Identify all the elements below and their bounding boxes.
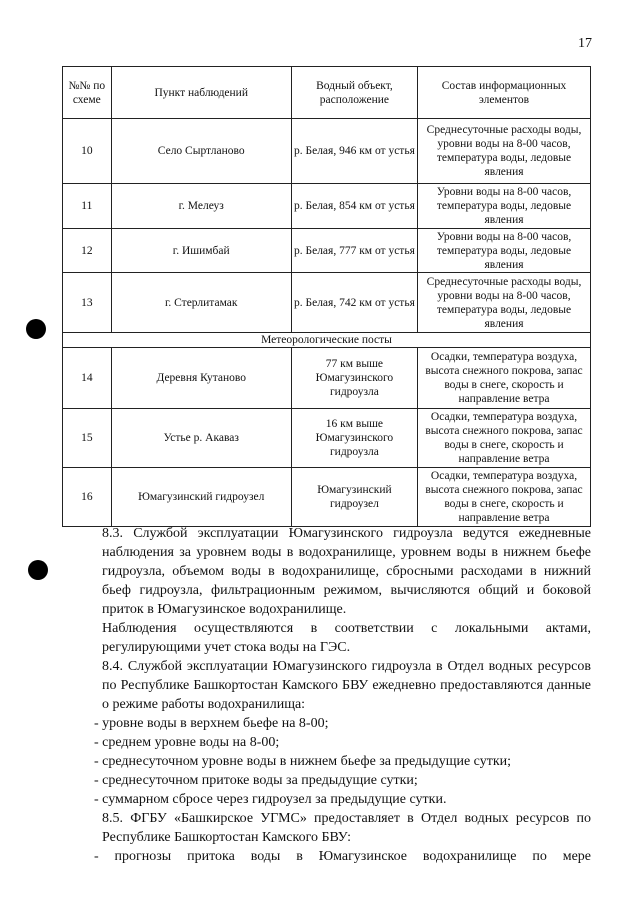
row-elements: Среднесуточные расходы воды, уровни воды на 8-00 часов, температура воды, ледовые явления [418,273,591,333]
header-object: Водный объект, расположение [291,67,417,119]
paragraph-observations: Наблюдения осуществляются в соответствии с локальными актами, регулирующими учет стока воды на ГЭС. [102,621,591,655]
page-number: 17 [578,36,592,51]
table-row [63,468,591,527]
row-point: Деревня Кутаново [111,348,291,409]
row-object: 77 км выше Юмагузинского гидроузла [291,348,417,409]
header-num: №№ по схеме [63,67,112,119]
observation-table [62,66,591,527]
table-section-row [63,333,591,348]
punch-hole [26,319,46,339]
row-point: Юмагузинский гидроузел [111,468,291,527]
row-num: 12 [63,229,112,273]
row-point: г. Мелеуз [111,184,291,229]
row-object: р. Белая, 946 км от устья [291,119,417,184]
table-row [63,273,591,333]
row-num: 13 [63,273,112,333]
row-point: Село Сыртланово [111,119,291,184]
table-row [63,409,591,468]
table-row [63,348,591,409]
section-title: Метеорологические посты [63,333,591,348]
row-elements: Осадки, температура воздуха, высота снежного покрова, запас воды в снеге, скорость и направление ветра [418,409,591,468]
paragraph-8-5: 8.5. ФГБУ «Башкирское УГМС» предоставляет в Отдел водных ресурсов по Республике Башкортостан Камского БВУ: [102,811,591,845]
body-text [62,524,591,866]
row-object: р. Белая, 854 км от устья [291,184,417,229]
row-elements: Уровни воды на 8-00 часов, температура воды, ледовые явления [418,229,591,273]
row-num: 15 [63,409,112,468]
row-object: р. Белая, 777 км от устья [291,229,417,273]
row-object: р. Белая, 742 км от устья [291,273,417,333]
row-elements: Уровни воды на 8-00 часов, температура воды, ледовые явления [418,184,591,229]
punch-hole [28,560,48,580]
row-point: Устье р. Акаваз [111,409,291,468]
row-num: 10 [63,119,112,184]
paragraph-8-3: 8.3. Службой эксплуатации Юмагузинского гидроузла ведутся ежедневные наблюдения за уровнем воды в водохранилище, уровнем воды в нижнем бьефе гидроузла, объемом воды в водохранилище, сбросными расходами в нижний бьеф гидроузла, фильтрационным режимом, вычисляются общий и боковой приток в Юмагузинское водохранилище. [102,526,591,617]
table-row [63,119,591,184]
row-elements: Осадки, температура воздуха, высота снежного покрова, запас воды в снеге, скорость и направление ветра [418,468,591,527]
paragraph-8-4: 8.4. Службой эксплуатации Юмагузинского гидроузла в Отдел водных ресурсов по Республике Башкортостан Камского БВУ ежедневно предоставляются данные о режиме работы водохранилища: [102,659,591,712]
table-row [63,184,591,229]
list-item: - среднесуточном притоке воды за предыдущие сутки; [94,773,418,788]
header-point: Пункт наблюдений [111,67,291,119]
table-header-row [63,67,591,119]
row-elements: Среднесуточные расходы воды, уровни воды на 8-00 часов, температура воды, ледовые явления [418,119,591,184]
row-object: Юмагузинский гидроузел [291,468,417,527]
list-item: - прогнозы притока воды в Юмагузинское водохранилище по мере [94,849,591,864]
row-point: г. Ишимбай [111,229,291,273]
list-item: - уровне воды в верхнем бьефе на 8-00; [94,716,329,731]
list-item: - суммарном сбросе через гидроузел за предыдущие сутки. [94,792,447,807]
header-elements: Состав информационных элементов [418,67,591,119]
row-num: 14 [63,348,112,409]
row-point: г. Стерлитамак [111,273,291,333]
list-item: - среднем уровне воды на 8-00; [94,735,280,750]
row-elements: Осадки, температура воздуха, высота снежного покрова, запас воды в снеге, скорость и направление ветра [418,348,591,409]
row-num: 16 [63,468,112,527]
row-object: 16 км выше Юмагузинского гидроузла [291,409,417,468]
table-row [63,229,591,273]
row-num: 11 [63,184,112,229]
list-item: - среднесуточном уровне воды в нижнем бьефе за предыдущие сутки; [94,754,512,769]
